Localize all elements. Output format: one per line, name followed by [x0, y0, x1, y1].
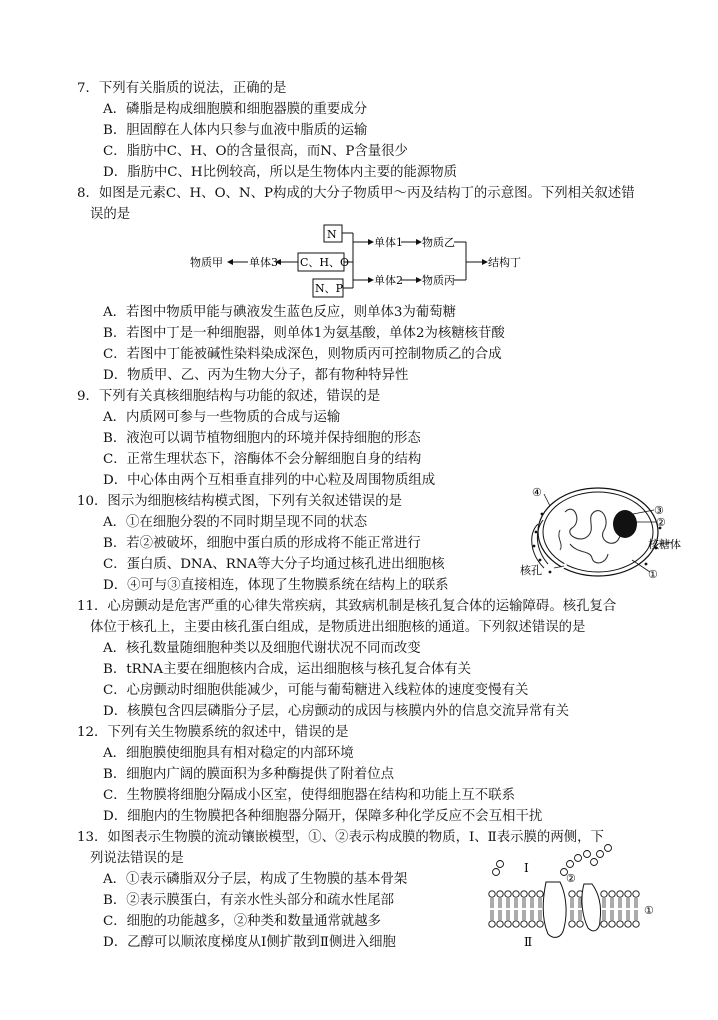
q8-option-c: C．若图中丁能被碱性染料染成深色，则物质丙可控制物质乙的合成 [103, 347, 502, 362]
phospholipid-head [537, 891, 543, 897]
q7-option-d: D．脂肪中C、H比例较高，所以是生物体内主要的能源物质 [103, 165, 458, 180]
q9-stem: 9．下列有关真核细胞结构与功能的叙述，错误的是 [77, 389, 381, 404]
phospholipid-head [625, 921, 631, 927]
q11-stem-line1: 11．心房颤动是危害严重的心律失常疾病，其致病机制是核孔复合体的运输障碍。核孔复合 [77, 599, 617, 614]
phospholipid-head [617, 891, 623, 897]
side-i-label: Ⅰ [524, 861, 529, 875]
cho-label: C、H、O [300, 256, 350, 269]
phospholipid-head [569, 891, 575, 897]
phospholipid-head [625, 891, 631, 897]
q13-option-c: C．细胞的功能越多，②种类和数量通常就越多 [103, 914, 382, 929]
q11-option-d: D．核膜包含四层磷脂分子层，心房颤动的成因与核膜内外的信息交流异常有关 [103, 704, 570, 719]
np-label: N、P [315, 282, 344, 295]
phospholipid-head [513, 891, 519, 897]
q11-option-c: C．心房颤动时细胞供能减少，可能与葡萄糖进入线粒体的速度变慢有关 [103, 683, 529, 698]
phospholipid-head [633, 921, 639, 927]
q13-option-d: D．乙醇可以顺浓度梯度从Ⅰ侧扩散到Ⅱ侧进入细胞 [103, 935, 396, 950]
phospholipid-head [489, 921, 495, 927]
nuclear-pore-label: 核孔 [520, 564, 542, 577]
substance-b-label: 物质乙 [422, 236, 455, 249]
q10-option-b: B．若②被破坏，细胞中蛋白质的形成将不能正常进行 [103, 536, 421, 551]
nucleus-diagram [520, 484, 696, 584]
phospholipid-head [529, 891, 535, 897]
label-2: ② [656, 516, 666, 529]
q8-option-d: D．物质甲、乙、丙为生物大分子，都有物种特异性 [103, 368, 409, 383]
q13-stem-line2: 列说法错误的是 [90, 851, 184, 866]
membrane-diagram [484, 842, 664, 952]
q8-stem-line1: 8．如图是元素C、H、O、N、P构成的大分子物质甲～丙及结构丁的示意图。下列相关叙述错 [77, 186, 635, 201]
q11-option-a: A．核孔数量随细胞种类以及细胞代谢状况不同而改变 [103, 641, 421, 656]
substance-c-label: 物质丙 [422, 274, 455, 287]
phospholipid-head [601, 921, 607, 927]
phospholipid-head [537, 921, 543, 927]
phospholipid-head [505, 921, 511, 927]
q9-option-a: A．内质网可参与一些物质的合成与运输 [103, 410, 341, 425]
q9-option-c: C．正常生理状态下，溶酶体不会分解细胞自身的结构 [103, 452, 422, 467]
phospholipid-head [489, 891, 495, 897]
q8-stem-line2: 误的是 [90, 207, 131, 222]
q9-option-b: B．液泡可以调节植物细胞内的环境并保持细胞的形态 [103, 431, 421, 446]
q12-option-d: D．细胞内的生物膜把各种细胞器分隔开，保障多种化学反应不会互相干扰 [103, 809, 543, 824]
monomer1-label: 单体1 [374, 236, 403, 249]
membrane-label-1: ① [644, 904, 654, 917]
q7-option-c: C．脂肪中C、H、O的含量很高，而N、P含量很少 [103, 144, 408, 159]
q13-option-b: B．②表示膜蛋白，有亲水性头部分和疏水性尾部 [103, 893, 395, 908]
phospholipid-head [609, 891, 615, 897]
phospholipid-head [505, 891, 511, 897]
phospholipid-head [601, 891, 607, 897]
q13-option-a: A．①表示磷脂双分子层，构成了生物膜的基本骨架 [103, 872, 408, 887]
q11-stem-line2: 体位于核孔上，主要由核孔蛋白组成，是物质进出细胞核的通道。下列叙述错误的是 [90, 620, 586, 635]
phospholipid-head [521, 891, 527, 897]
q9-option-d: D．中心体由两个互相垂直排列的中心粒及周围物质组成 [103, 473, 436, 488]
phospholipid-head [569, 921, 575, 927]
membrane-label-2: ② [566, 872, 576, 885]
q8-element-diagram [190, 222, 530, 302]
q8-option-a: A．若图中物质甲能与碘液发生蓝色反应，则单体3为葡萄糖 [103, 305, 456, 320]
n-label: N [327, 228, 337, 241]
q12-option-c: C．生物膜将细胞分隔成小区室，使得细胞器在结构和功能上互不联系 [103, 788, 515, 803]
ribosome-label: 核糖体 [648, 538, 681, 551]
label-4: ④ [532, 486, 542, 499]
substance-a-label: 物质甲 [190, 256, 223, 269]
q7-stem: 7．下列有关脂质的说法，正确的是 [77, 81, 287, 96]
phospholipid-head [521, 921, 527, 927]
q8-option-b: B．若图中丁是一种细胞器，则单体1为氨基酸，单体2为核糖核苷酸 [103, 326, 505, 341]
phospholipid-head [609, 921, 615, 927]
q10-option-d: D．④可与③直接相连，体现了生物膜系统在结构上的联系 [103, 578, 449, 593]
structure-d-label: 结构丁 [488, 256, 521, 269]
label-3: ③ [654, 504, 664, 517]
q10-stem: 10．图示为细胞核结构模式图，下列有关叙述错误的是 [77, 494, 403, 509]
phospholipid-head [577, 921, 583, 927]
phospholipid-head [497, 921, 503, 927]
phospholipid-head [529, 921, 535, 927]
phospholipid-head [633, 891, 639, 897]
monomer3-label: 单体3 [249, 256, 278, 269]
label-1: ① [648, 568, 658, 581]
phospholipid-head [497, 891, 503, 897]
q7-option-a: A．磷脂是构成细胞膜和细胞器膜的重要成分 [103, 102, 368, 117]
q12-option-a: A．细胞膜使细胞具有相对稳定的内部环境 [103, 746, 354, 761]
q10-option-c: C．蛋白质、DNA、RNA等大分子均通过核孔进出细胞核 [103, 557, 445, 572]
side-ii-label: Ⅱ [524, 935, 533, 949]
phospholipid-head [617, 921, 623, 927]
q13-stem-line1: 13．如图表示生物膜的流动镶嵌模型，①、②表示构成膜的物质，Ⅰ、Ⅱ表示膜的两侧，下 [77, 830, 604, 845]
q12-option-b: B．细胞内广阔的膜面积为多种酶提供了附着位点 [103, 767, 395, 782]
q12-stem: 12．下列有关生物膜系统的叙述中，错误的是 [77, 725, 349, 740]
q10-option-a: A．①在细胞分裂的不同时期呈现不同的状态 [103, 515, 368, 530]
phospholipid-head [513, 921, 519, 927]
monomer2-label: 单体2 [374, 274, 403, 287]
q11-option-b: B．tRNA主要在细胞核内合成，运出细胞核与核孔复合体有关 [103, 662, 472, 677]
q7-option-b: B．胆固醇在人体内只参与血液中脂质的运输 [103, 123, 368, 138]
